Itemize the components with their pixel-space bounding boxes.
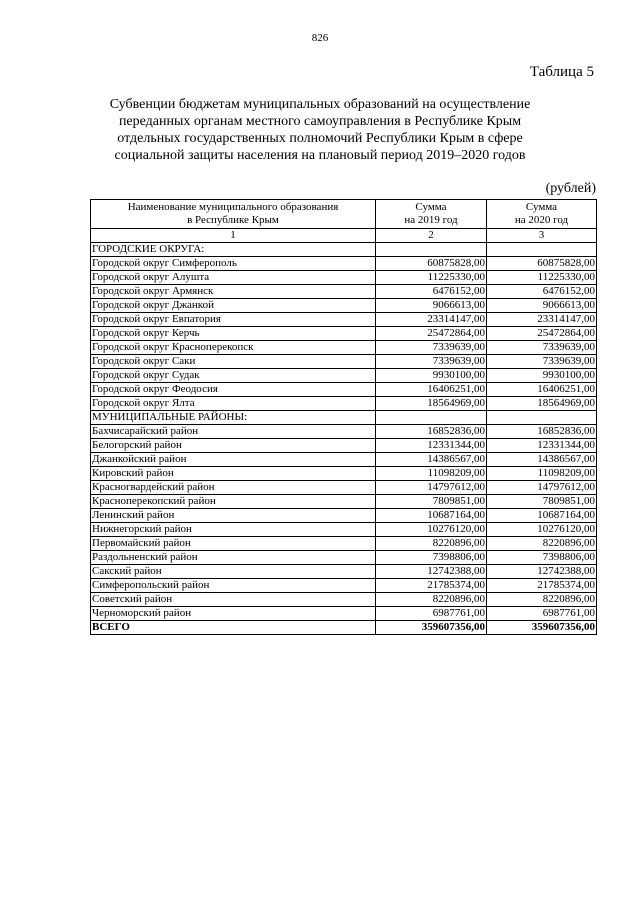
table-row	[91, 453, 597, 467]
sum-2019: 21785374,00	[376, 579, 487, 593]
municipality-name: Городской округ Армянск	[91, 285, 376, 299]
sum-2020: 7339639,00	[487, 341, 597, 355]
section-row	[91, 243, 597, 257]
sum-2020: 7398806,00	[487, 551, 597, 565]
table-row	[91, 355, 597, 369]
sum-2019: 10276120,00	[376, 523, 487, 537]
sum-2020: 10276120,00	[487, 523, 597, 537]
table-row	[91, 579, 597, 593]
table-row	[91, 551, 597, 565]
header-municipality: Наименование муниципального образования в Республике Крым	[91, 200, 376, 229]
total-row	[91, 621, 597, 635]
sum-2020: 11225330,00	[487, 271, 597, 285]
municipality-name: Джанкойский район	[91, 453, 376, 467]
table-row	[91, 299, 597, 313]
municipality-name: Белогорский район	[91, 439, 376, 453]
municipality-name: Красноперекопский район	[91, 495, 376, 509]
sum-2019	[376, 243, 487, 257]
municipality-name: Первомайский район	[91, 537, 376, 551]
table-row	[91, 271, 597, 285]
sum-2020: 11098209,00	[487, 467, 597, 481]
section-row	[91, 411, 597, 425]
sum-2020: 12742388,00	[487, 565, 597, 579]
sum-2019: 7398806,00	[376, 551, 487, 565]
municipality-name: Городской округ Керчь	[91, 327, 376, 341]
sum-2019: 7809851,00	[376, 495, 487, 509]
header-row	[91, 200, 597, 229]
municipality-name: Городской округ Судак	[91, 369, 376, 383]
sum-2019: 6476152,00	[376, 285, 487, 299]
sum-2019: 11225330,00	[376, 271, 487, 285]
sum-2019: 9066613,00	[376, 299, 487, 313]
sum-2019: 8220896,00	[376, 537, 487, 551]
sum-2020: 8220896,00	[487, 537, 597, 551]
municipality-name: Кировский район	[91, 467, 376, 481]
sum-2020: 18564969,00	[487, 397, 597, 411]
sum-2019: 6987761,00	[376, 607, 487, 621]
table-row	[91, 593, 597, 607]
sum-2020: 14797612,00	[487, 481, 597, 495]
column-number: 1	[91, 229, 376, 243]
table-row	[91, 467, 597, 481]
sum-2019: 9930100,00	[376, 369, 487, 383]
municipality-name: Бахчисарайский район	[91, 425, 376, 439]
municipality-name: ГОРОДСКИЕ ОКРУГА:	[91, 243, 376, 257]
sum-2020: 25472864,00	[487, 327, 597, 341]
table-row	[91, 523, 597, 537]
sum-2019: 359607356,00	[376, 621, 487, 635]
table-row	[91, 537, 597, 551]
sum-2020: 6476152,00	[487, 285, 597, 299]
sum-2019: 23314147,00	[376, 313, 487, 327]
municipality-name: Городской округ Феодосия	[91, 383, 376, 397]
heading-line: переданных органам местного самоуправления в Республике Крым	[118, 114, 522, 129]
sum-2020: 12331344,00	[487, 439, 597, 453]
municipality-name: Городской округ Саки	[91, 355, 376, 369]
sum-2020: 60875828,00	[487, 257, 597, 271]
sum-2019: 16406251,00	[376, 383, 487, 397]
municipality-name: Сакский район	[91, 565, 376, 579]
sum-2019: 60875828,00	[376, 257, 487, 271]
page-number: 826	[311, 32, 329, 44]
table-label: Таблица 5	[529, 64, 594, 80]
subventions-table	[90, 199, 597, 635]
header-sum-2020: Сумма на 2020 год	[487, 200, 597, 229]
municipality-name: Городской округ Джанкой	[91, 299, 376, 313]
sum-2019	[376, 411, 487, 425]
table-row	[91, 327, 597, 341]
table-row	[91, 383, 597, 397]
unit-label: (рублей)	[545, 181, 596, 196]
header-sum-2019: Сумма на 2019 год	[376, 200, 487, 229]
municipality-name: Симферопольский район	[91, 579, 376, 593]
table-row	[91, 481, 597, 495]
table-row	[91, 565, 597, 579]
table-row	[91, 425, 597, 439]
sum-2020: 16852836,00	[487, 425, 597, 439]
table-row	[91, 439, 597, 453]
municipality-name: Красногвардейский район	[91, 481, 376, 495]
municipality-name: Городской округ Алушта	[91, 271, 376, 285]
sum-2019: 7339639,00	[376, 355, 487, 369]
municipality-name: Городской округ Симферополь	[91, 257, 376, 271]
sum-2020: 359607356,00	[487, 621, 597, 635]
municipality-name: Советский район	[91, 593, 376, 607]
heading-line: отдельных государственных полномочий Республики Крым в сфере	[117, 131, 523, 146]
table-row	[91, 397, 597, 411]
sum-2020: 10687164,00	[487, 509, 597, 523]
sum-2020	[487, 411, 597, 425]
sum-2020: 6987761,00	[487, 607, 597, 621]
sum-2019: 18564969,00	[376, 397, 487, 411]
sum-2019: 12742388,00	[376, 565, 487, 579]
municipality-name: Черноморский район	[91, 607, 376, 621]
table-row	[91, 341, 597, 355]
sum-2019: 7339639,00	[376, 341, 487, 355]
table-row	[91, 285, 597, 299]
municipality-name: Городской округ Евпатория	[91, 313, 376, 327]
table-heading	[88, 96, 552, 164]
sum-2020: 16406251,00	[487, 383, 597, 397]
table-row	[91, 313, 597, 327]
municipality-name: Раздольненский район	[91, 551, 376, 565]
table-row	[91, 257, 597, 271]
sum-2020: 9930100,00	[487, 369, 597, 383]
sum-2019: 16852836,00	[376, 425, 487, 439]
column-number-row	[91, 229, 597, 243]
sum-2020: 8220896,00	[487, 593, 597, 607]
municipality-name: Ленинский район	[91, 509, 376, 523]
sum-2019: 12331344,00	[376, 439, 487, 453]
municipality-name: Городской округ Красноперекопск	[91, 341, 376, 355]
sum-2019: 8220896,00	[376, 593, 487, 607]
sum-2020: 23314147,00	[487, 313, 597, 327]
sum-2020: 9066613,00	[487, 299, 597, 313]
municipality-name: Нижнегорский район	[91, 523, 376, 537]
sum-2019: 11098209,00	[376, 467, 487, 481]
sum-2020	[487, 243, 597, 257]
sum-2019: 14386567,00	[376, 453, 487, 467]
sum-2020: 7809851,00	[487, 495, 597, 509]
heading-line: социальной защиты населения на плановый период 2019–2020 годов	[114, 148, 526, 163]
table-row	[91, 495, 597, 509]
table-row	[91, 607, 597, 621]
sum-2020: 14386567,00	[487, 453, 597, 467]
sum-2020: 7339639,00	[487, 355, 597, 369]
sum-2019: 14797612,00	[376, 481, 487, 495]
sum-2019: 10687164,00	[376, 509, 487, 523]
table-row	[91, 509, 597, 523]
municipality-name: МУНИЦИПАЛЬНЫЕ РАЙОНЫ:	[91, 411, 376, 425]
municipality-name: ВСЕГО	[91, 621, 376, 635]
column-number: 2	[376, 229, 487, 243]
sum-2020: 21785374,00	[487, 579, 597, 593]
municipality-name: Городской округ Ялта	[91, 397, 376, 411]
column-number: 3	[487, 229, 597, 243]
sum-2019: 25472864,00	[376, 327, 487, 341]
table-row	[91, 369, 597, 383]
heading-line: Субвенции бюджетам муниципальных образований на осуществление	[109, 97, 531, 112]
